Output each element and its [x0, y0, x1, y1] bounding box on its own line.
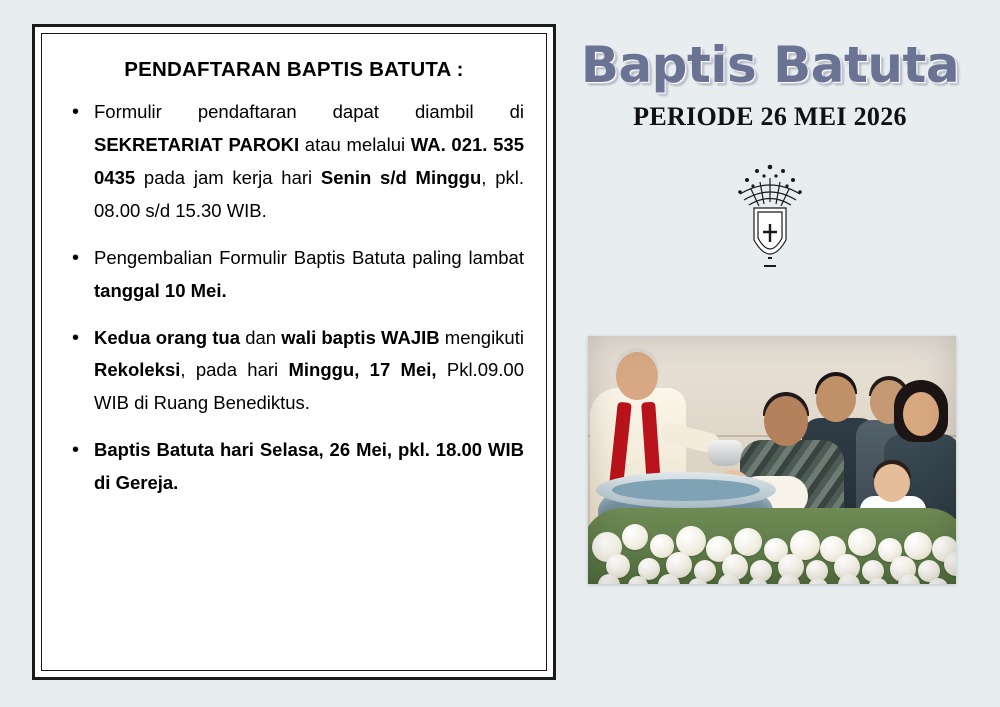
baptism-photo — [588, 336, 956, 584]
body-text: mengikuti — [439, 326, 524, 348]
body-text: Pkl.09.00 WIB di Ruang Benediktus. — [94, 359, 524, 414]
photo-rose — [848, 528, 876, 556]
item-pengembalian — [64, 242, 524, 308]
body-text: , pada hari — [180, 359, 289, 381]
emphasis-text: SEKRETARIAT PAROKI — [94, 133, 300, 155]
photo-father-head — [764, 396, 808, 446]
photo-mother-face — [903, 392, 939, 436]
photo-rose — [734, 528, 762, 556]
body-text: Pengembalian Formulir Baptis Batuta paling lambat — [94, 246, 524, 268]
photo-baptismal-water — [612, 479, 760, 501]
banner-subhead: PERIODE 26 MEI 2026 — [633, 102, 907, 131]
emphasis-text: Rekoleksi — [94, 359, 181, 381]
emphasis-text: Minggu, 17 Mei, — [288, 359, 437, 381]
body-text: , pkl. 08.00 s/d 15.30 WIB. — [94, 166, 524, 221]
photo-rose — [622, 524, 648, 550]
announcement-card — [32, 24, 556, 680]
baptism-font-ornament-icon — [724, 158, 816, 284]
emphasis-text: tanggal 10 Mei. — [94, 279, 227, 301]
item-formulir — [64, 96, 524, 228]
banner-headline: Baptis Batuta — [580, 36, 960, 94]
emphasis-text: WA. 021. 535 0435 — [94, 133, 524, 188]
banner-panel — [570, 24, 970, 680]
notice-list — [64, 96, 524, 500]
emphasis-text: Senin s/d Minggu — [320, 166, 482, 188]
body-text: atau melalui — [299, 133, 411, 155]
body-text: Formulir pendaftaran dapat diambil di — [94, 101, 524, 122]
photo-girl-head — [874, 464, 910, 502]
page-title: PENDAFTARAN BAPTIS BATUTA : — [124, 58, 464, 81]
announcement-card-inner-border — [41, 33, 547, 671]
body-text: dan — [240, 326, 282, 348]
item-rekoleksi — [64, 322, 524, 421]
emphasis-text: Kedua orang tua — [94, 326, 241, 348]
photo-rose — [904, 532, 932, 560]
baptism-photo-scene — [588, 336, 956, 584]
ornament-container — [570, 158, 970, 284]
emphasis-text: wali baptis WAJIB — [281, 326, 440, 348]
emphasis-text: Baptis Batuta hari Selasa, 26 Mei, pkl. 18.00 WIB di Gereja. — [94, 439, 524, 494]
body-text: pada jam kerja hari — [135, 166, 321, 188]
photo-water-pitcher — [708, 440, 742, 466]
item-pelaksanaan — [64, 434, 524, 500]
photo-priest-head — [616, 352, 658, 400]
photo-man-back-left-head — [816, 376, 856, 422]
